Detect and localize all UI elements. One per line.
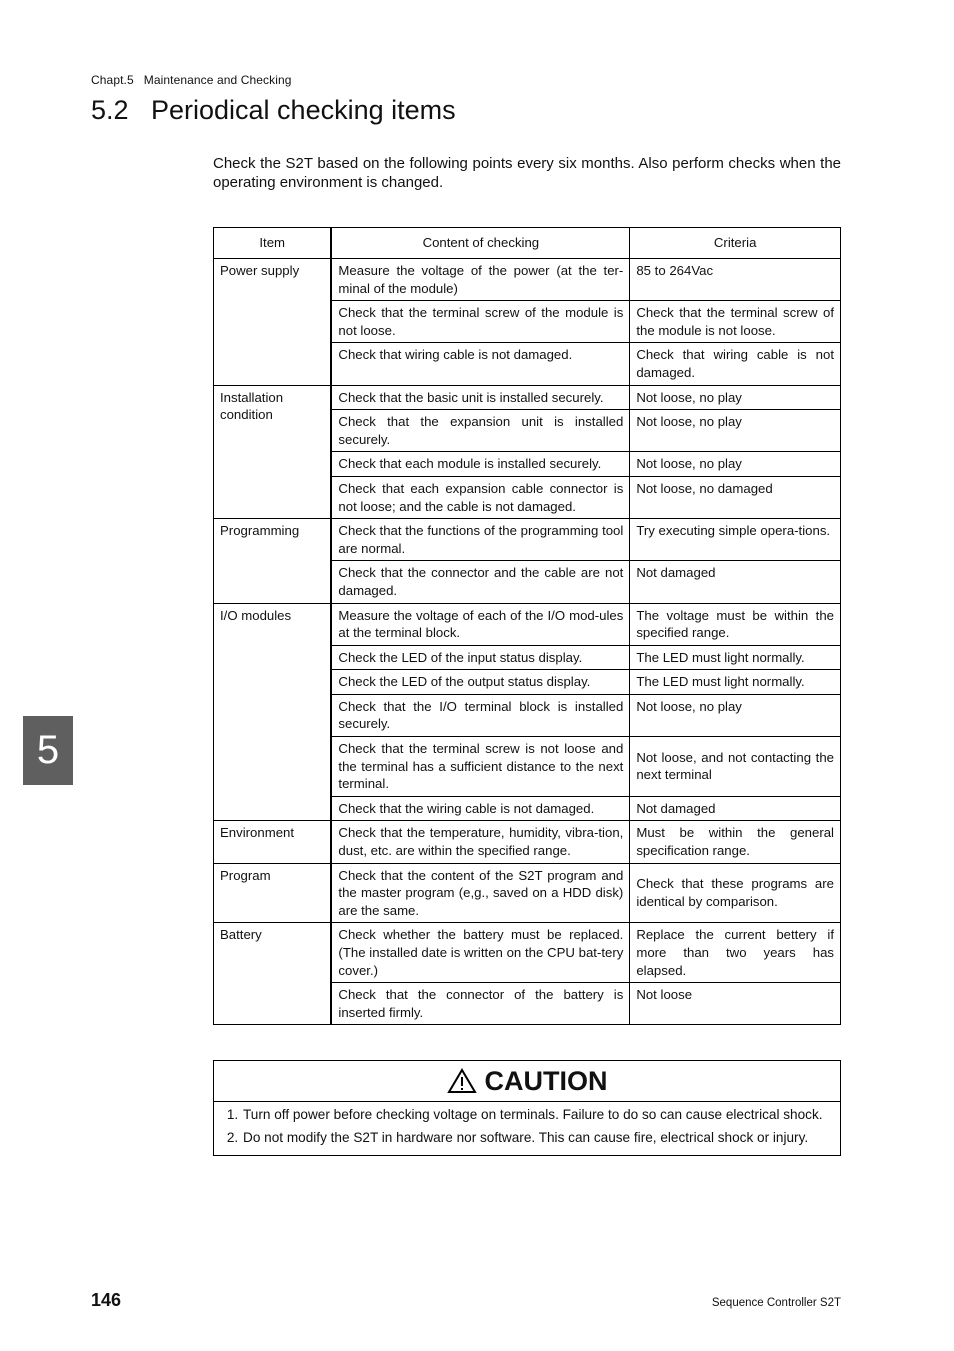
item-cell: I/O modules [214,603,332,821]
content-cell: Check that the basic unit is installed securely. [331,385,629,410]
criteria-cell: Not loose, no damaged [630,476,841,518]
section-title [91,95,456,126]
page-number: 146 [91,1290,122,1310]
content-cell: Check that each module is installed securely. [331,452,629,477]
caution-item: 1. Turn off power before checking voltage on terminals. Failure to do so can cause electrical shock. [242,1105,829,1125]
content-cell: Check that wiring cable is not damaged. [331,343,629,385]
criteria-cell: The LED must light normally. [630,645,841,670]
table-row [214,603,841,645]
criteria-cell: Must be within the general specification range. [630,821,841,863]
criteria-cell: Not loose, no play [630,694,841,736]
content-cell: Check that each expansion cable connector is not loose; and the cable is not damaged. [331,476,629,518]
criteria-cell: Check that these programs are identical by comparison. [630,863,841,923]
item-cell: Program [214,863,332,923]
content-cell: Check that the I/O terminal block is installed securely. [331,694,629,736]
content-cell: Check that the terminal screw is not loose and the terminal has a sufficient distance to the next terminal. [331,737,629,797]
criteria-cell: Not loose, no play [630,452,841,477]
criteria-cell: Not loose, no play [630,385,841,410]
running-footer: Sequence Controller S2T [711,1297,841,1309]
content-cell: Check that the functions of the programming tool are normal. [331,519,629,561]
criteria-cell: The voltage must be within the specified range. [630,603,841,645]
criteria-cell: 85 to 264Vac [630,259,841,301]
item-cell: Environment [214,821,332,863]
criteria-cell: Not damaged [630,796,841,821]
table-row [214,259,841,301]
criteria-cell: Not loose, and not contacting the next terminal [630,737,841,797]
content-cell: Check that the connector and the cable are not damaged. [331,561,629,603]
content-cell: Measure the voltage of each of the I/O mod-ules at the terminal block. [331,603,629,645]
criteria-cell: Not damaged [630,561,841,603]
content-cell: Check that the terminal screw of the module is not loose. [331,301,629,343]
caution-title: CAUTION [484,1065,608,1096]
item-cell: Installation condition [214,385,332,519]
criteria-cell: Try executing simple opera-tions. [630,519,841,561]
table-row [214,821,841,863]
criteria-cell: Check that the terminal screw of the module is not loose. [630,301,841,343]
section-number: 5.2 [91,95,129,125]
content-cell: Measure the voltage of the power (at the ter-minal of the module) [331,259,629,301]
table-header-row [214,228,841,259]
content-cell: Check that the connector of the battery is inserted firmly. [331,983,629,1025]
content-cell: Check that the wiring cable is not damaged. [331,796,629,821]
item-cell: Power supply [214,259,332,386]
content-cell: Check the LED of the output status display. [331,670,629,695]
column-header-criteria: Criteria [630,228,841,259]
caution-list [214,1102,840,1155]
criteria-cell: Check that wiring cable is not damaged. [630,343,841,385]
item-cell: Programming [214,519,332,603]
column-header-item: Item [214,228,332,259]
table-row [214,923,841,983]
content-cell: Check the LED of the input status display. [331,645,629,670]
criteria-cell: Not loose, no play [630,410,841,452]
warning-triangle-icon [447,1068,477,1094]
chapter-title: Maintenance and Checking [143,73,292,87]
criteria-cell: The LED must light normally. [630,670,841,695]
column-header-content: Content of checking [331,228,629,259]
caution-header [214,1061,840,1102]
content-cell: Check that the expansion unit is installed securely. [331,410,629,452]
criteria-cell: Not loose [630,983,841,1025]
content-cell: Check that the temperature, humidity, vibra-tion, dust, etc. are within the specified range. [331,821,629,863]
chapter-label: Chapt.5 [91,73,134,87]
chapter-tab: 5 [23,716,73,785]
caution-box [213,1060,841,1156]
running-header [91,73,292,87]
criteria-cell: Replace the current bettery if more than two years has elapsed. [630,923,841,983]
intro-paragraph: Check the S2T based on the following points every six months. Also perform checks when the operating environment is changed. [213,155,841,191]
item-cell: Battery [214,923,332,1025]
table-row [214,519,841,561]
checking-items-table [213,227,841,1025]
section-title-text: Periodical checking items [151,95,456,125]
caution-item: 2. Do not modify the S2T in hardware nor software. This can cause fire, electrical shock or injury. [242,1128,829,1148]
content-cell: Check that the content of the S2T program and the master program (e,g., saved on a HDD disk) are the same. [331,863,629,923]
table-row [214,863,841,923]
content-cell: Check whether the battery must be replaced. (The installed date is written on the CPU bat-tery cover.) [331,923,629,983]
table-row [214,385,841,410]
